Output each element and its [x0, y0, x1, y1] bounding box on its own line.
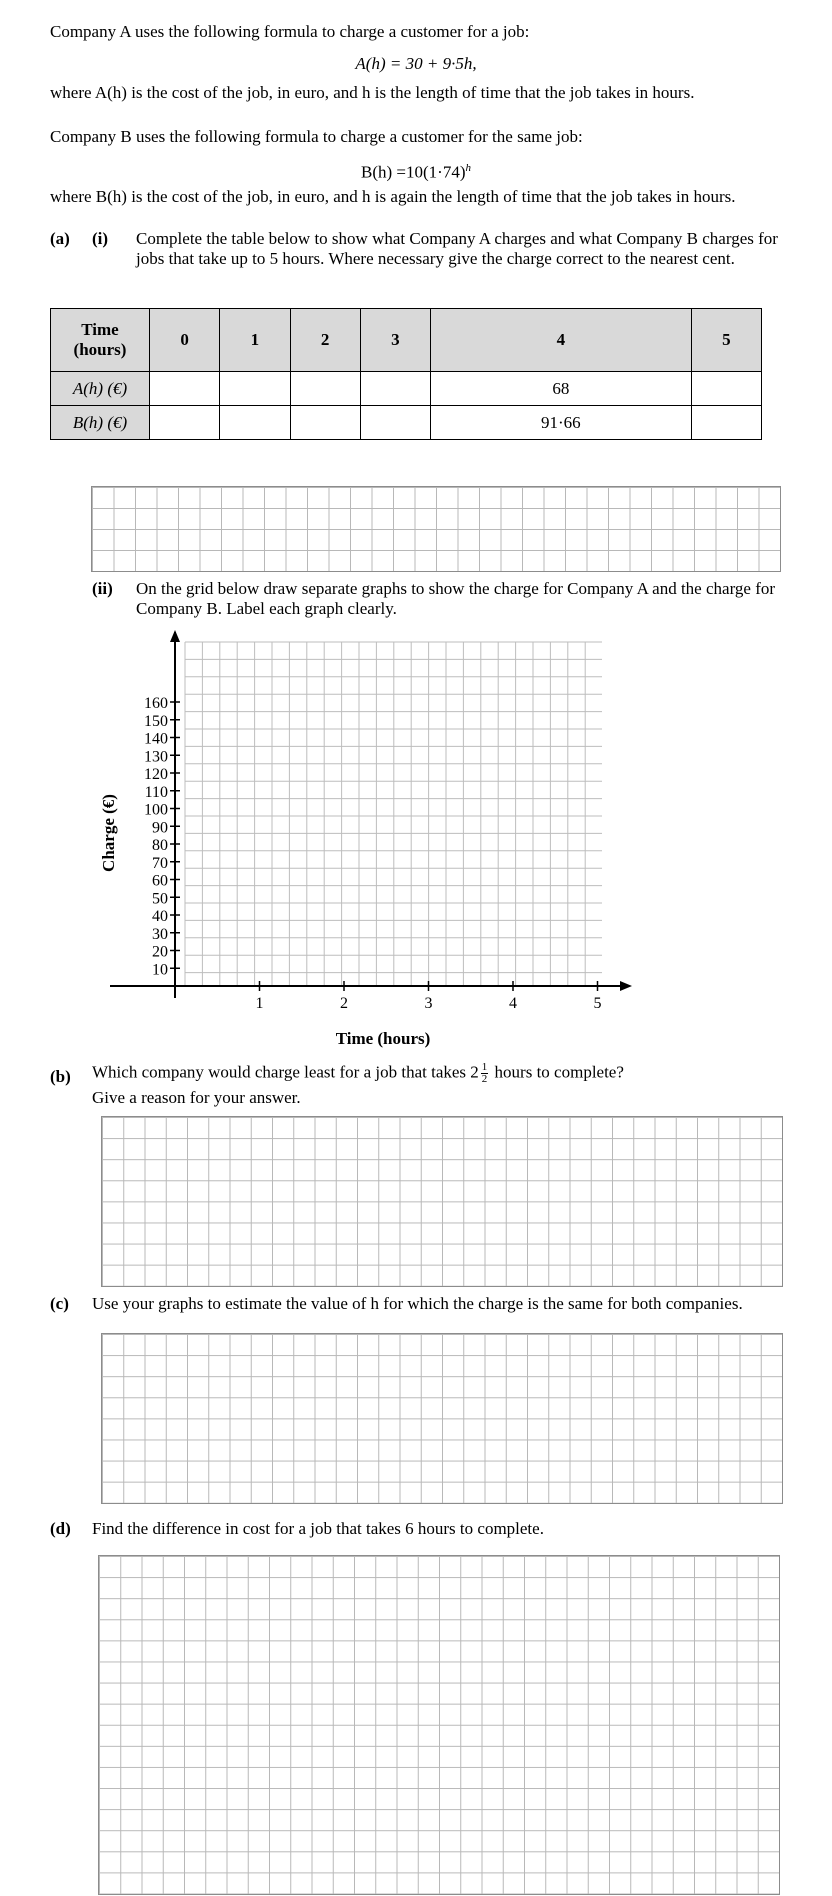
x-tick-label: 1 [255, 995, 264, 1012]
part-b-line2: Give a reason for your answer. [92, 1088, 301, 1107]
y-tick-label: 100 [144, 801, 168, 819]
values-table [50, 308, 762, 440]
y-tick-label: 20 [152, 943, 168, 961]
time-header-line1: Time [81, 320, 119, 340]
part-a-i-label: (i) [92, 229, 109, 248]
y-tick-label: 60 [152, 872, 168, 890]
chart-grid [185, 642, 602, 986]
y-tick-label: 130 [144, 748, 168, 766]
y-axis-arrow [170, 630, 180, 642]
part-b-label: (b) [50, 1067, 71, 1086]
where-a-text: where A(h) is the cost of the job, in euro, and h is the length of time that the job takes in hours. [50, 83, 695, 102]
column-header: 2 [290, 309, 360, 372]
part-c-text: Use your graphs to estimate the value of h for which the charge is the same for both companies. [92, 1294, 743, 1313]
part-b-question-end: hours to complete? [494, 1062, 624, 1082]
column-header: 0 [150, 309, 220, 372]
formula-b-exponent: h [465, 162, 471, 174]
y-tick-label: 120 [144, 766, 168, 783]
answer-grid-b[interactable] [101, 1116, 783, 1287]
row-label-a: A(h) (€) [51, 372, 150, 406]
x-tick-label: 5 [593, 995, 602, 1012]
charge-graph[interactable] [80, 628, 640, 1048]
answer-cell[interactable] [691, 406, 761, 440]
answer-cell[interactable] [290, 406, 360, 440]
part-a-ii-text: On the grid below draw separate graphs to show the charge for Company A and the charge for Company B. Label each graph clearly. [136, 579, 776, 618]
answer-grid-c[interactable] [101, 1333, 783, 1504]
formula-a: A(h) = 30 + 9·5h, [355, 54, 477, 73]
answer-cell[interactable] [220, 406, 290, 440]
formula-b [0, 158, 832, 183]
x-axis-arrow [620, 981, 632, 991]
where-b-text: where B(h) is the cost of the job, in euro, and h is again the length of time that the job takes in hours. [50, 187, 736, 206]
table-row-a [51, 372, 762, 406]
y-tick-label: 90 [152, 819, 168, 837]
chart-axes [110, 630, 632, 998]
part-a-i-text: Complete the table below to show what Company A charges and what Company B charges for jobs that take up to 5 hours. Where necessary give the charge correct to the nearest cent. [136, 229, 778, 268]
y-tick-label: 70 [152, 854, 168, 872]
part-c-label: (c) [50, 1294, 69, 1313]
y-tick-label: 40 [152, 908, 168, 925]
formula-b-base: B(h) =10(1·74) [361, 162, 466, 182]
fraction-numerator: 1 [481, 1061, 488, 1073]
time-header-line2: (hours) [73, 340, 127, 360]
x-tick-label: 3 [424, 995, 433, 1012]
fraction-half [481, 1062, 489, 1085]
y-tick-label: 10 [152, 961, 168, 979]
answer-cell[interactable] [290, 372, 360, 406]
x-tick-label: 4 [509, 995, 517, 1012]
part-d-label: (d) [50, 1519, 71, 1538]
company-b-intro: Company B uses the following formula to charge a customer for the same job: [50, 127, 583, 146]
column-header: 3 [360, 309, 430, 372]
given-cell: 91·66 [431, 406, 692, 440]
answer-grid-d[interactable] [98, 1555, 780, 1895]
y-tick-label: 30 [152, 925, 168, 943]
y-tick-label: 50 [152, 890, 168, 908]
part-a-ii-label: (ii) [92, 579, 113, 598]
table-row-b [51, 406, 762, 440]
answer-cell[interactable] [150, 406, 220, 440]
part-d-text: Find the difference in cost for a job that takes 6 hours to complete. [92, 1519, 544, 1538]
column-header: 1 [220, 309, 290, 372]
column-header: 4 [431, 309, 692, 372]
x-axis-label: Time (hours) [335, 1029, 431, 1048]
answer-cell[interactable] [360, 406, 430, 440]
working-grid-a-i[interactable] [91, 486, 781, 572]
table-header-row [51, 309, 762, 372]
fraction-denominator: 2 [481, 1073, 488, 1085]
row-label-b: B(h) (€) [51, 406, 150, 440]
y-tick-label: 80 [152, 837, 168, 854]
y-tick-label: 140 [144, 730, 168, 748]
y-tick-label: 150 [144, 712, 168, 730]
y-axis-label: Charge (€) [99, 794, 118, 872]
part-a-label: (a) [50, 229, 70, 248]
answer-cell[interactable] [691, 372, 761, 406]
answer-cell[interactable] [150, 372, 220, 406]
column-header: 5 [691, 309, 761, 372]
answer-cell[interactable] [360, 372, 430, 406]
answer-cell[interactable] [220, 372, 290, 406]
time-hours-header [51, 309, 150, 372]
part-b-question [92, 1062, 624, 1085]
y-tick-label: 160 [144, 695, 168, 712]
part-b-question-start: Which company would charge least for a job that takes 2 [92, 1062, 479, 1082]
given-cell: 68 [431, 372, 692, 406]
company-a-intro: Company A uses the following formula to charge a customer for a job: [50, 22, 530, 41]
x-tick-label: 2 [340, 995, 348, 1012]
y-tick-label: 110 [144, 783, 168, 801]
